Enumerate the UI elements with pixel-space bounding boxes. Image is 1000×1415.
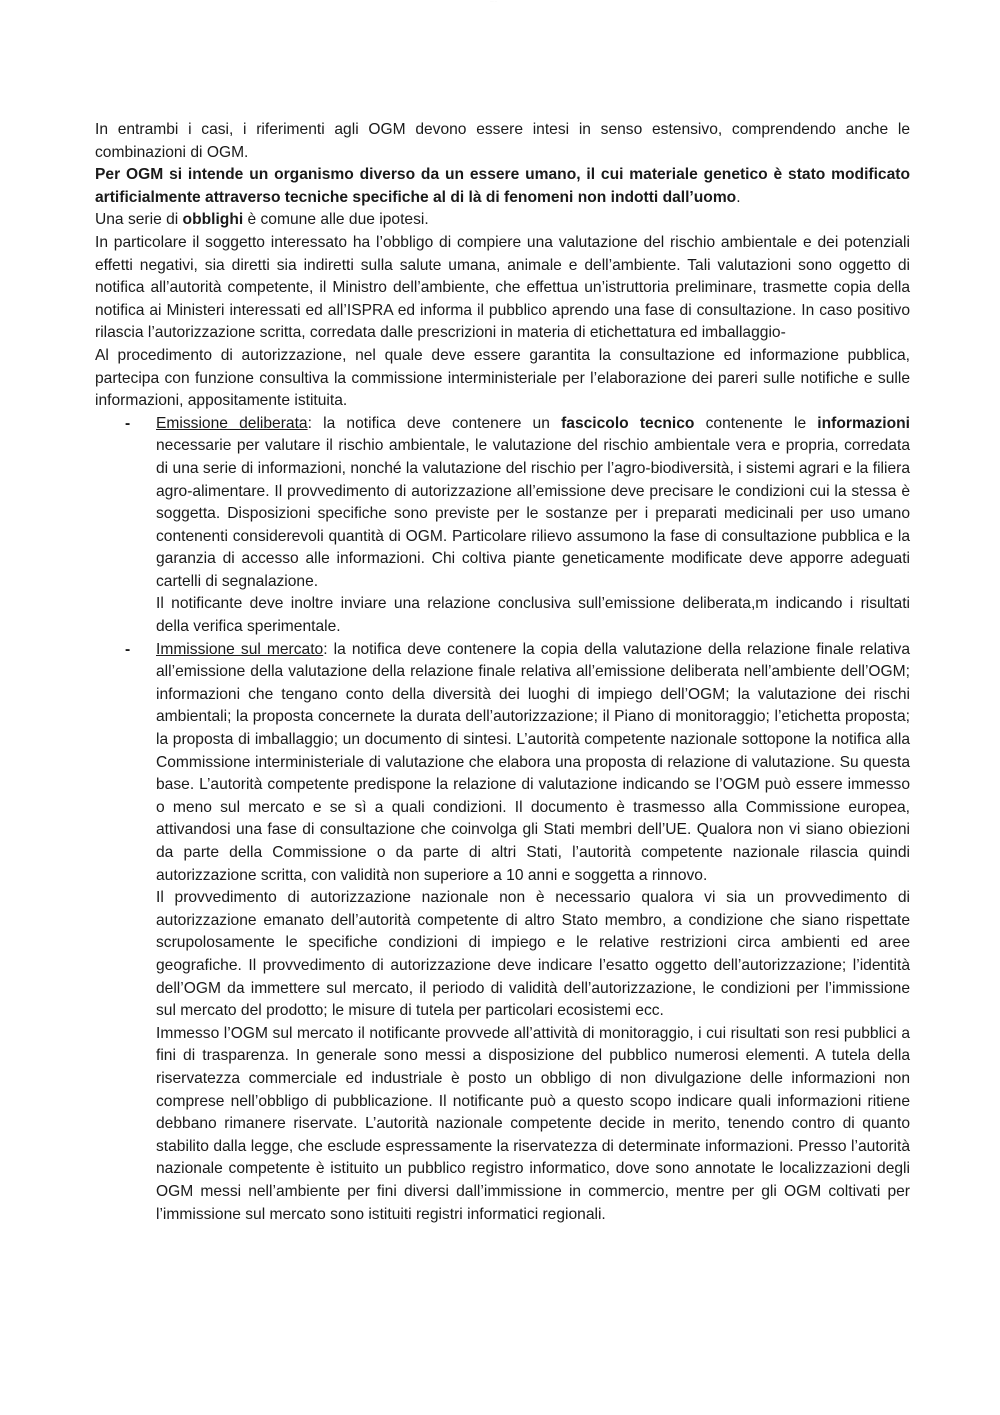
paragraph-risk-assessment: In particolare il soggetto interessato ha l’obbligo di compiere una valutazione del rischio ambientale e dei potenziali effetti negativi, sia diretti sia indiretti sulla salute umana, animale e dell’ambiente. Tali valutazioni sono oggetto di notifica all’autorità competente, il Ministro dell’ambiente, che effettua un’istruttoria preliminare, trasmette copia della notifica ai Ministeri interessati ed all’ISPRA ed informa il pubblico aprendo una fase di consultazione. In caso positivo rilascia l’autorizzazione scritta, corredata dalle prescrizioni in materia di etichettatura ed imballaggio- (95, 233, 910, 342)
header-mark: · · · · · · (490, 1, 497, 3)
bullet-dash: - (125, 414, 131, 432)
document-body (95, 119, 910, 1226)
emissione-title: Emissione deliberata (156, 414, 308, 432)
paragraph-authorization-procedure: Al procedimento di autorizzazione, nel quale deve essere garantita la consultazione ed informazione pubblica, partecipa con funzione consultiva la commissione interministeriale per l’elaborazione dei pareri sulle notifiche e sulle informazioni, appositamente istituita. (95, 346, 910, 410)
immissione-text-1: : la notifica deve contenere la copia della valutazione della relazione finale relativa all’emissione della valutazione della relazione finale relativa all’emissione deliberata nell’ambiente dell’OGM; informazioni che tengano conto della diversità dei luoghi di impiego dell’OGM; la valutazione dei rischi ambientali; la proposta concernete la durata dell’autorizzazione; il Piano di monitoraggio; l’etichetta proposta; la proposta di imballaggio; un documento di sintesi. L’autorità competente nazionale sottopone la notifica alla Commissione interministeriale di valutazione che elabora una proposta di relazione di valutazione. Su questa base. L’autorità competente predispone la relazione di valutazione indicando se l’OGM può essere immesso o meno sul mercato e se sì a quali condizioni. Il documento è trasmesso alla Commissione europea, attivandosi una fase di consultazione che coinvolga gli Stati membri dell’UE. Qualora non vi siano obiezioni da parte della Commissione o da parte di altri Stati, l’autorità competente nazionale rilascia quindi autorizzazione scritta, con validità non superiore a 10 anni e soggetta a rinnovo. (156, 640, 910, 884)
emissione-text-2: contenente le (694, 414, 818, 432)
emissione-paragraph-2: Il notificante deve inoltre inviare una relazione conclusiva sull’emissione deliberata,m indicando i risultati della verifica sperimentale. (156, 595, 910, 636)
bullet-list (95, 413, 910, 1226)
emissione-bold-2: informazioni (817, 414, 910, 432)
definition-end: . (736, 188, 741, 206)
immissione-title: Immissione sul mercato (156, 640, 324, 658)
list-item-emissione (95, 413, 910, 639)
list-item-immissione (95, 639, 910, 1226)
immissione-paragraph-3: Immesso l’OGM sul mercato il notificante provvede all’attività di monitoraggio, i cui risultati son resi pubblici a fini di trasparenza. In generale sono messi a disposizione del pubblico numerosi elementi. A tutela della riservatezza commerciale ed industriale è posto un obbligo di non divulgazione delle informazioni non comprese nell’obbligo di pubblicazione. Il notificante può a questo scopo indicare quali informazioni ritiene debbano rimanere riservate. L’autorità nazionale competente decide in merito, tenendo contro di quanto stabilito dalla legge, che esclude espressamente la riservatezza di determinate informazioni. Presso l’autorità nazionale competente è istituito un pubblico registro informatico, dove sono annotate le localizzazioni degli OGM messi nell’ambiente per fini diversi dall’immissione in commercio, mentre per gli OGM coltivati per l’immissione sul mercato sono istituiti registri informatici regionali. (156, 1024, 910, 1223)
emissione-bold-1: fascicolo tecnico (561, 414, 695, 432)
obligations-end: è comune alle due ipotesi. (243, 211, 429, 229)
immissione-paragraph-2: Il provvedimento di autorizzazione nazionale non è necessario qualora vi sia un provvedimento di autorizzazione emanato dell’autorità competente di altro Stato membro, a condizione che siano rispettate scrupolosamente le specifiche condizioni di impiego e le relative restrizioni circa ambienti ed aree geografiche. Il provvedimento di autorizzazione deve indicare l’esatto oggetto dell’autorizzazione; l’identità dell’OGM da immettere sul mercato, il periodo di validità dell’autorizzazione, le condizioni per l’immissione sul mercato del prodotto; le misure di tutela per particolari ecosistemi ecc. (156, 889, 910, 1020)
emissione-text-1: : la notifica deve contenere un (307, 414, 562, 432)
emissione-paragraph-1 (156, 413, 910, 594)
emissione-text-3: necessarie per valutare il rischio ambientale, le valutazione del rischio ambientale vera e propria, corredata di una serie di informazioni, nonché la valutazione del rischio per l’agro-biodiversità, i sistemi agrari e la filiera agro-alimentare. Il provvedimento di autorizzazione all’emissione deve precisare le condizioni cui la stessa è soggetta. Disposizioni specifiche sono previste per le sostanze per i preparati medicinali per uso umano contenenti considerevoli quantità di OGM. Particolare rilievo assumono la fase di consultazione pubblica e la garanzia di accesso alle informazioni. Chi coltiva piante geneticamente modificate deve apporre adeguati cartelli di segnalazione. (156, 437, 910, 590)
definition-bold-text: Per OGM si intende un organismo diverso da un essere umano, il cui materiale genetico è stato modificato artificialmente attraverso tecniche specifiche al di là di fenomeni non indotti dall’uomo (95, 166, 910, 206)
immissione-paragraph-1 (156, 639, 910, 888)
paragraph-definition (95, 164, 910, 209)
paragraph-intro: In entrambi i casi, i riferimenti agli OGM devono essere intesi in senso estensivo, comprendendo anche le combinazioni di OGM. (95, 121, 910, 161)
obligations-start: Una serie di (95, 211, 183, 229)
obligations-bold: obblighi (182, 211, 244, 229)
paragraph-obligations (95, 209, 910, 232)
bullet-dash: - (125, 640, 131, 658)
